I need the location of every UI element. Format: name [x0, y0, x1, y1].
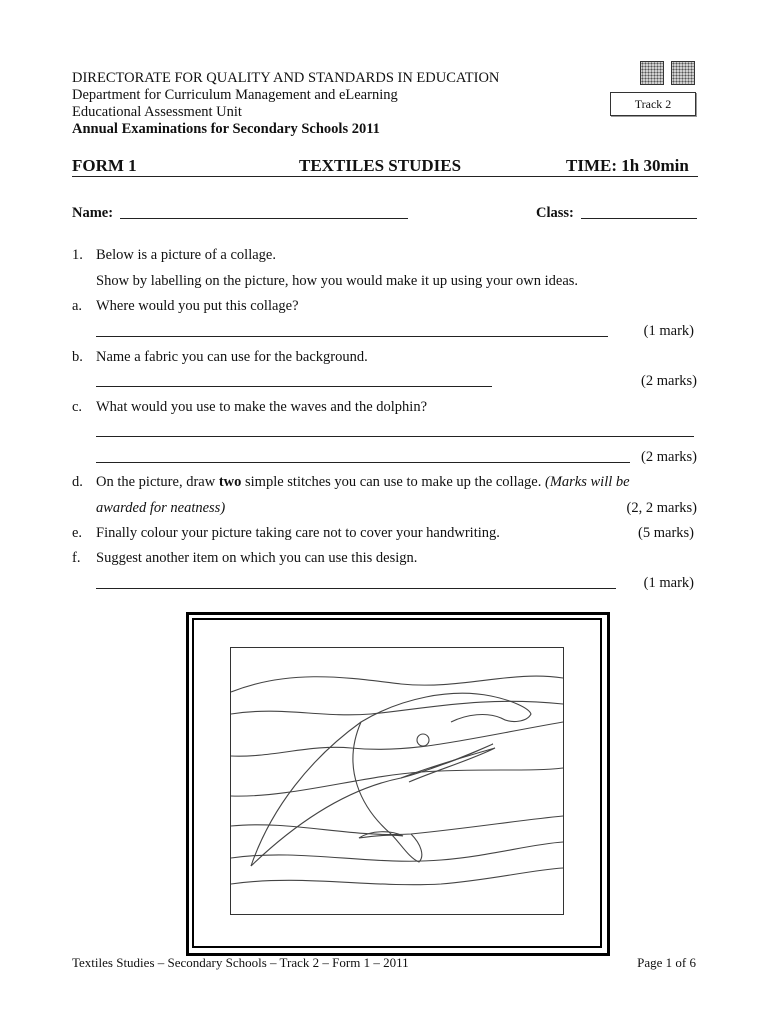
part-f-marks: (1 mark) [643, 575, 694, 591]
header-exam: Annual Examinations for Secondary Schools 2011 [72, 121, 380, 137]
header-directorate: DIRECTORATE FOR QUALITY AND STANDARDS IN EDUCATION [72, 70, 500, 86]
question-intro: Below is a picture of a collage. [96, 247, 276, 263]
wave-2 [231, 701, 563, 715]
part-b-letter: b. [72, 349, 83, 365]
part-c-letter: c. [72, 399, 83, 415]
question-instruction: Show by labelling on the picture, how you would make it up using your own ideas. [96, 273, 579, 289]
part-d-text-italic: (Marks will be [545, 474, 630, 490]
part-a-answer-line[interactable] [96, 336, 608, 337]
part-f-answer-line[interactable] [96, 588, 616, 589]
wave-5 [231, 816, 563, 835]
part-a-letter: a. [72, 298, 83, 314]
dolphin-belly [251, 744, 493, 866]
name-label: Name: [72, 205, 114, 221]
wave-1 [231, 676, 563, 692]
wave-4 [231, 768, 563, 796]
class-field[interactable] [581, 218, 697, 219]
mark-box-1 [640, 61, 664, 85]
track-label: Track 2 [610, 92, 696, 116]
part-f-letter: f. [72, 550, 81, 566]
wave-6 [231, 842, 563, 861]
part-d-text [96, 474, 630, 491]
part-b-marks: (2 marks) [641, 373, 697, 389]
dolphin-fin [401, 748, 495, 782]
part-d-marks: (2, 2 marks) [626, 500, 697, 516]
dolphin-body [251, 693, 531, 866]
dolphin-waves-drawing [231, 648, 563, 914]
class-label: Class: [536, 205, 574, 221]
part-c-answer-line-2[interactable] [96, 462, 630, 463]
wave-7 [231, 868, 563, 885]
part-c-marks: (2 marks) [641, 449, 697, 465]
header-department: Department for Curriculum Management and eLearning [72, 87, 398, 103]
dolphin-eye [417, 734, 429, 746]
page-number: Page 1 of 6 [637, 955, 696, 970]
part-e-letter: e. [72, 525, 83, 541]
part-d-text-pre: On the picture, draw [96, 474, 219, 490]
dolphin-back [353, 722, 422, 862]
time-label: TIME: 1h 30min [566, 156, 689, 175]
wave-3 [231, 722, 563, 756]
part-e-marks: (5 marks) [638, 525, 694, 541]
subject-title: TEXTILES STUDIES [299, 156, 462, 175]
collage-picture[interactable] [230, 647, 564, 915]
part-b-text: Name a fabric you can use for the background. [96, 349, 368, 365]
part-d-text-post: simple stitches you can use to make up the collage. [241, 474, 545, 490]
mark-box-2 [671, 61, 695, 85]
part-e-text: Finally colour your picture taking care not to cover your handwriting. [96, 525, 500, 541]
part-a-marks: (1 mark) [643, 323, 694, 339]
part-a-text: Where would you put this collage? [96, 298, 299, 314]
part-b-answer-line[interactable] [96, 386, 492, 387]
part-c-answer-line-1[interactable] [96, 436, 694, 437]
part-f-text: Suggest another item on which you can use this design. [96, 550, 418, 566]
footer-left: Textiles Studies – Secondary Schools – Track 2 – Form 1 – 2011 [72, 955, 409, 970]
header-unit: Educational Assessment Unit [72, 104, 242, 120]
part-d-text-bold: two [218, 474, 242, 490]
part-d-text-italic-2: awarded for neatness) [96, 500, 226, 516]
part-d-letter: d. [72, 474, 83, 490]
title-rule [72, 176, 698, 177]
part-c-text: What would you use to make the waves and the dolphin? [96, 399, 428, 415]
form-label: FORM 1 [72, 156, 137, 175]
name-field[interactable] [120, 218, 408, 219]
question-number: 1. [72, 247, 83, 263]
